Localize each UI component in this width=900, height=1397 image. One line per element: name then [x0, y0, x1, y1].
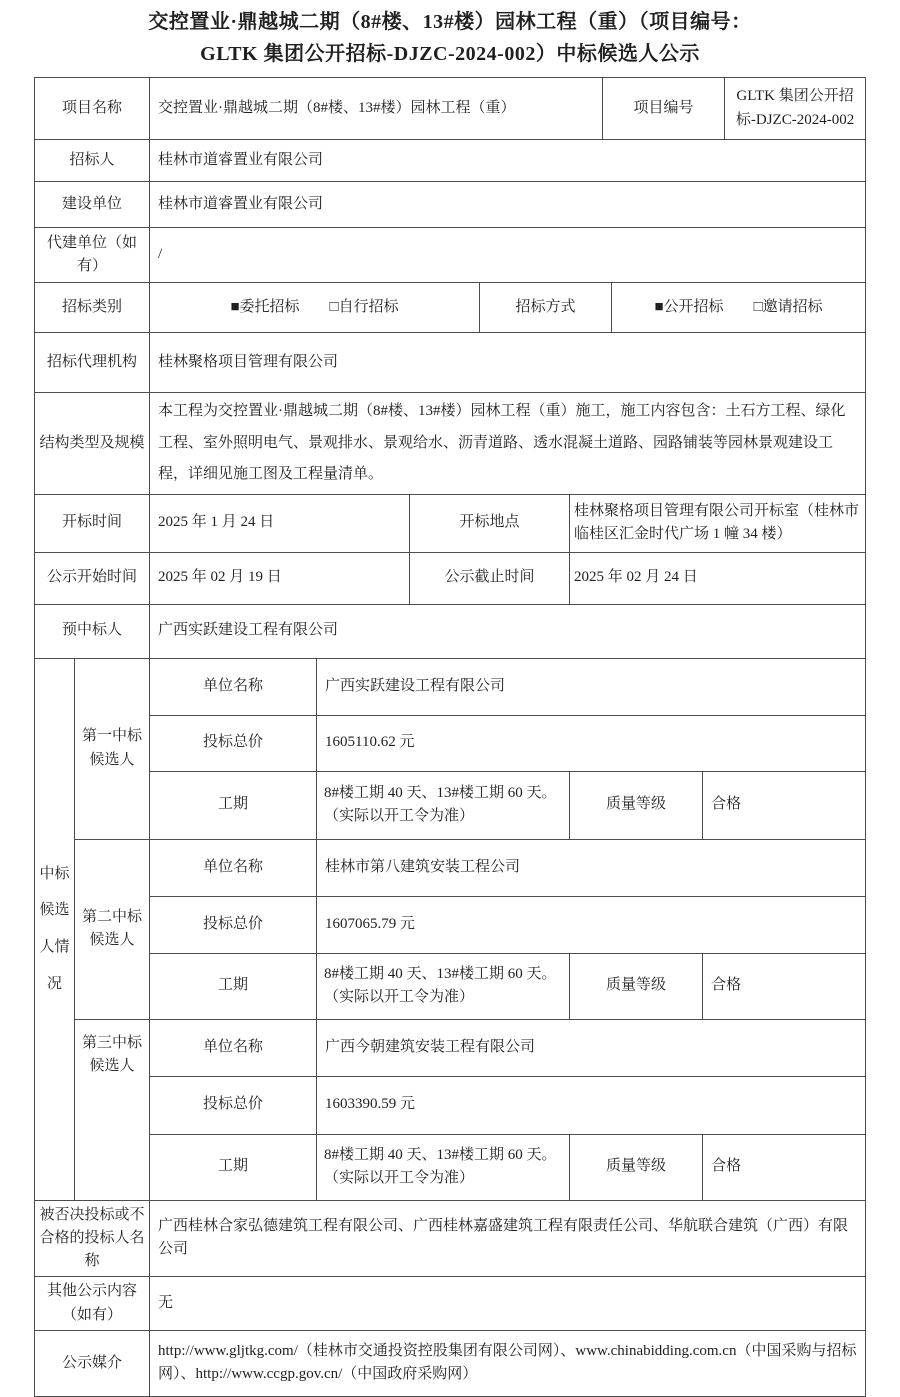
row-candidate3-unit: [35, 1019, 866, 1076]
bid-opening-place-label: 开标地点: [410, 494, 570, 552]
candidate3-unit-value: 广西今朝建筑安装工程有限公司: [317, 1019, 866, 1076]
row-publicity-media: [35, 1330, 866, 1396]
bid-opening-time-value: 2025 年 1 月 24 日: [150, 494, 410, 552]
project-code-label: 项目编号: [603, 78, 725, 140]
candidate3-quality-label: 质量等级: [570, 1134, 703, 1200]
invited-bidding-checkbox-option: □邀请招标: [753, 298, 823, 315]
row-pre-winner: [35, 604, 866, 658]
row-candidate2-unit: [35, 839, 866, 896]
candidate1-quality-value: 合格: [703, 771, 866, 839]
structure-scale-value: 本工程为交控置业·鼎越城二期（8#楼、13#楼）园林工程（重）施工，施工内容包含：土石方工程、绿化工程、室外照明电气、景观排水、景观给水、沥青道路、透水混凝土道路、园路铺装等园林景观建设工程，详细见施工图及工程量清单。: [150, 393, 866, 495]
announcement-table: [34, 77, 866, 1397]
rejected-bidders-value: 广西桂林合家弘德建筑工程有限公司、广西桂林嘉盛建筑工程有限责任公司、华航联合建筑（广西）有限公司: [150, 1200, 866, 1277]
other-content-value: 无: [150, 1277, 866, 1331]
publicity-media-value: http://www.gljtkg.com/（桂林市交通投资控股集团有限公司网）、www.chinabidding.com.cn（中国采购与招标网）、http://www.ccgp.gov.cn/（中国政府采购网）: [150, 1330, 866, 1396]
bid-category-label: 招标类别: [35, 283, 150, 333]
row-candidate1-price: [35, 715, 866, 771]
row-tenderee: [35, 140, 866, 182]
document-title-line-1: 交控置业·鼎越城二期（8#楼、13#楼）园林工程（重）（项目编号：: [148, 11, 752, 33]
bid-opening-time-label: 开标时间: [35, 494, 150, 552]
candidate2-unit-value: 桂林市第八建筑安装工程公司: [317, 839, 866, 896]
candidate3-price-label: 投标总价: [150, 1076, 317, 1134]
candidate2-duration-value: 8#楼工期 40 天、13#楼工期 60 天。（实际以开工令为准）: [317, 953, 570, 1019]
rejected-bidders-label: 被否决投标或不合格的投标人名称: [35, 1200, 150, 1277]
row-project-name: [35, 78, 866, 140]
candidate1-duration-label: 工期: [150, 771, 317, 839]
bid-method-label: 招标方式: [480, 283, 612, 333]
row-bid-opening: [35, 494, 866, 552]
row-candidate3-price: [35, 1076, 866, 1134]
row-agent-construction-unit: [35, 228, 866, 283]
row-rejected-bidders: [35, 1200, 866, 1277]
candidate2-price-label: 投标总价: [150, 896, 317, 953]
project-name-value: 交控置业·鼎越城二期（8#楼、13#楼）园林工程（重）: [150, 78, 603, 140]
document-title: [0, 6, 900, 70]
bid-category-value: [150, 283, 480, 333]
candidate3-quality-value: 合格: [703, 1134, 866, 1200]
row-construction-unit: [35, 182, 866, 228]
row-bid-agency: [35, 333, 866, 393]
structure-scale-label: 结构类型及规模: [35, 393, 150, 495]
row-bid-category: [35, 283, 866, 333]
document-title-line-2: GLTK 集团公开招标-DJZC-2024-002）中标候选人公示: [200, 43, 700, 65]
candidate1-duration-value: 8#楼工期 40 天、13#楼工期 60 天。（实际以开工令为准）: [317, 771, 570, 839]
row-candidate3-duration: [35, 1134, 866, 1200]
row-publicity-period: [35, 552, 866, 604]
agent-construction-unit-value: /: [150, 228, 866, 283]
candidate1-quality-label: 质量等级: [570, 771, 703, 839]
row-other-content: [35, 1277, 866, 1331]
candidate1-unit-value: 广西实跃建设工程有限公司: [317, 658, 866, 715]
publicity-end-value: 2025 年 02 月 24 日: [570, 552, 866, 604]
candidate2-duration-label: 工期: [150, 953, 317, 1019]
candidates-section-side-label: 中标候选人情况: [35, 658, 75, 1200]
self-bidding-checkbox-option: □自行招标: [329, 298, 399, 315]
bid-opening-place-value: 桂林聚格项目管理有限公司开标室（桂林市临桂区汇金时代广场 1 幢 34 楼）: [570, 494, 866, 552]
candidate1-price-value: 1605110.62 元: [317, 715, 866, 771]
pre-winner-value: 广西实跃建设工程有限公司: [150, 604, 866, 658]
candidate3-duration-value: 8#楼工期 40 天、13#楼工期 60 天。（实际以开工令为准）: [317, 1134, 570, 1200]
bid-agency-value: 桂林聚格项目管理有限公司: [150, 333, 866, 393]
publicity-start-label: 公示开始时间: [35, 552, 150, 604]
construction-unit-value: 桂林市道睿置业有限公司: [150, 182, 866, 228]
open-bidding-checkbox-option: ■公开招标: [654, 298, 724, 315]
bid-method-value: [612, 283, 866, 333]
tenderee-value: 桂林市道睿置业有限公司: [150, 140, 866, 182]
candidate3-unit-label: 单位名称: [150, 1019, 317, 1076]
candidate2-price-value: 1607065.79 元: [317, 896, 866, 953]
publicity-start-value: 2025 年 02 月 19 日: [150, 552, 410, 604]
candidate3-price-value: 1603390.59 元: [317, 1076, 866, 1134]
agent-construction-unit-label: 代建单位（如有）: [35, 228, 150, 283]
candidate1-unit-label: 单位名称: [150, 658, 317, 715]
publicity-end-label: 公示截止时间: [410, 552, 570, 604]
row-candidate1-duration: [35, 771, 866, 839]
candidate2-unit-label: 单位名称: [150, 839, 317, 896]
candidate3-duration-label: 工期: [150, 1134, 317, 1200]
row-candidate2-duration: [35, 953, 866, 1019]
candidate3-rank-label: 第三中标候选人: [75, 1019, 150, 1200]
row-candidate1-unit: [35, 658, 866, 715]
candidate2-quality-label: 质量等级: [570, 953, 703, 1019]
candidate2-quality-value: 合格: [703, 953, 866, 1019]
row-structure-scale: [35, 393, 866, 495]
delegated-bidding-checkbox-option: ■委托招标: [230, 298, 300, 315]
candidate1-price-label: 投标总价: [150, 715, 317, 771]
bid-agency-label: 招标代理机构: [35, 333, 150, 393]
candidate2-rank-label: 第二中标候选人: [75, 839, 150, 1019]
row-candidate2-price: [35, 896, 866, 953]
pre-winner-label: 预中标人: [35, 604, 150, 658]
other-content-label: 其他公示内容（如有）: [35, 1277, 150, 1331]
tenderee-label: 招标人: [35, 140, 150, 182]
construction-unit-label: 建设单位: [35, 182, 150, 228]
project-name-label: 项目名称: [35, 78, 150, 140]
project-code-value: GLTK 集团公开招标-DJZC-2024-002: [725, 78, 866, 140]
candidate1-rank-label: 第一中标候选人: [75, 658, 150, 839]
publicity-media-label: 公示媒介: [35, 1330, 150, 1396]
